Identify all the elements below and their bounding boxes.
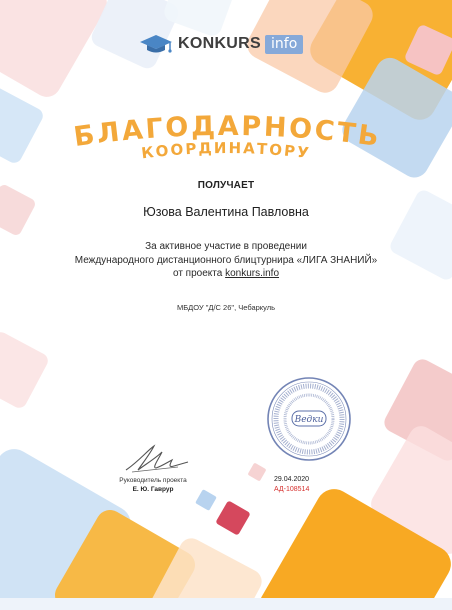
subtitle-text-path: КООРДИНАТОРУ: [140, 138, 312, 163]
subtitle-text: [140, 139, 311, 162]
signature-scribble: [108, 440, 198, 476]
reason-text: [0, 240, 452, 281]
project-link[interactable]: konkurs.info: [225, 268, 280, 279]
logo-word: KONKURS: [178, 35, 261, 52]
organization: МБДОУ "Д/С 26", Чебаркуль: [176, 303, 276, 312]
certificate-title: [0, 102, 452, 182]
reason-line-1: За активное участие в проведении: [145, 241, 307, 252]
graduation-cap-icon: [138, 33, 174, 55]
recipient-name: Юзова Валентина Павловна: [143, 205, 309, 219]
official-stamp: [266, 376, 352, 462]
receives-label: ПОЛУЧАЕТ: [197, 180, 255, 191]
document-number: АД-108514: [274, 486, 310, 493]
title-text-path: БЛАГОДАРНОСТЬ: [71, 110, 384, 154]
logo-suffix: info: [265, 35, 303, 54]
signature-role: Руководитель проекта: [119, 477, 187, 484]
reason-line-3: [0, 267, 452, 281]
konkurs-logo: [138, 31, 303, 57]
reason-line-3-prefix: от проекта: [172, 268, 226, 279]
stamp-center-text: Ведки: [294, 415, 324, 425]
signature-name: Е. Ю. Гаврур: [132, 486, 174, 493]
issue-date: 29.04.2020: [274, 476, 310, 483]
reason-line-2: Международного дистанционного блицтурнира «ЛИГА ЗНАНИЙ»: [74, 254, 378, 266]
